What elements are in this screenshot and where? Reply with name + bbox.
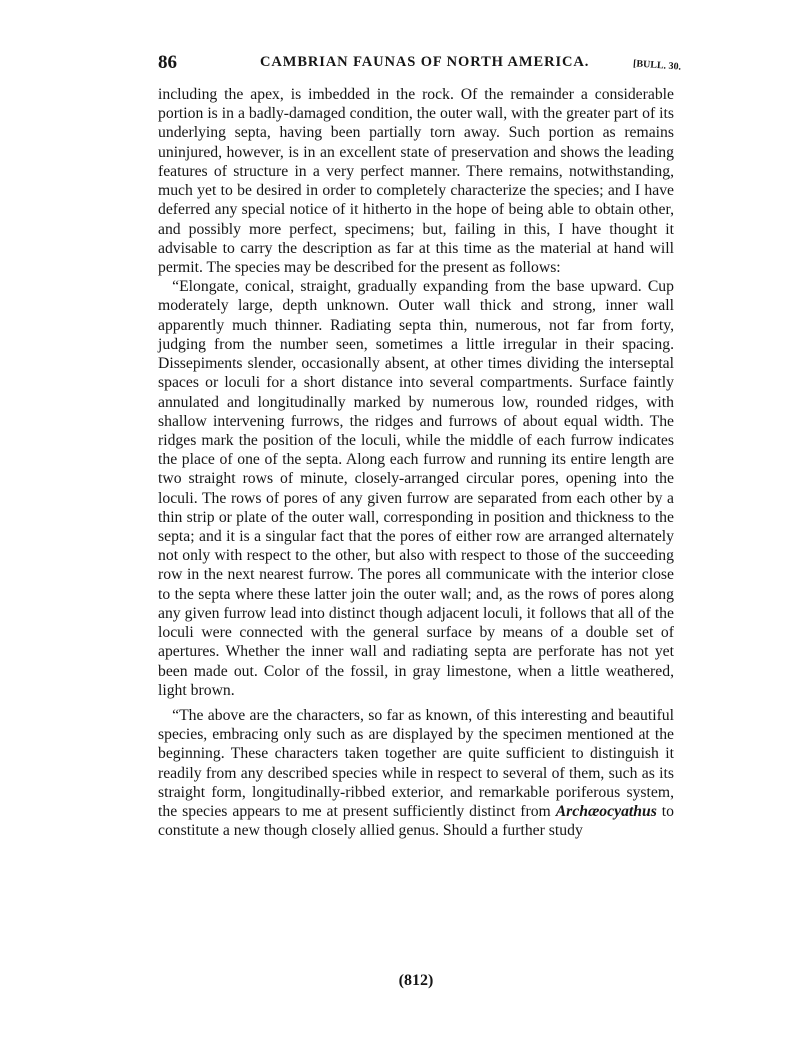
page-folio: (812) [398,972,434,989]
document-page [158,52,682,989]
paragraph-2: “Elongate, conical, straight, gradually expanding from the base upward. Cup moderately large, depth unknown. Outer wall thick and strong, inner wall apparently much thinner. Radiating septa thin, numerous, not far from forty, judging from the number seen, sometimes a little irregular in their spacing. Dissepiments slender, occasionally absent, at other times dividing the interseptal spaces or loculi for a short distance into several compartments. Surface faintly annulated and longitudinally marked by numerous low, rounded ridges, with shallow intervening furrows, the ridges and furrows of about equal width. The ridges mark the position of the loculi, while the middle of each furrow indicates the place of one of the septa. Along each furrow and running its entire length are two straight rows of minute, closely-arranged circular pores, opening into the loculi. The rows of pores of any given furrow are separated from each other by a thin strip or plate of the outer wall, corresponding in position and thickness to the septa; and it is a singular fact that the pores of either row are arranged alternately not only with respect to the other, but also with respect to those of the succeeding row in the next nearest furrow. The pores all communicate with the interior close to the septa where these latter join the outer wall; and, as the rows of pores along any given furrow lead into distinct though adjacent loculi, it follows that all of the loculi were connected with the general surface by means of a double set of apertures. Whether the inner wall and radiating septa are perforate has not yet been made out. Color of the fossil, in gray limestone, when a little weathered, light brown. [158,278,674,699]
genus-name: Archæocyathus [555,803,657,821]
bulletin-reference: [BULL. 30. [632,58,682,73]
page-number: 86 [158,52,177,73]
paragraph-3 [158,706,674,841]
paragraph-3-text-end: to constitute a new though closely allied genus. Should a further study [158,803,674,840]
page-header [158,52,682,82]
body-text [158,85,674,841]
paragraph-1: including the apex, is imbedded in the rock. Of the remainder a considerable portion is in a badly-damaged condition, the outer wall, with the greater part of its underlying septa, having been partially torn away. Such portion as remains uninjured, however, is in an excellent state of preservation and shows the leading features of structure in a very perfect manner. There remains, notwithstanding, much yet to be desired in order to completely characterize the species; and I have deferred any special notice of it hitherto in the hope of being able to obtain other, and possibly more perfect, specimens; but, failing in this, I have thought it advisable to carry the description as far at this time as the material at hand will permit. The species may be described for the present as follows: [158,86,674,276]
running-title: CAMBRIAN FAUNAS OF NORTH AMERICA. [260,54,590,70]
paragraph-3-text-start: “The above are the characters, so far as known, of this interesting and beautiful species, embracing only such as are displayed by the specimen mentioned at the beginning. These characters taken together are quite sufficient to distinguish it readily from any described species while in respect to several of them, such as its straight form, longitudinally-ribbed exterior, and remarkable poriferous system, the species appears to me at present sufficiently distinct from [158,707,674,821]
